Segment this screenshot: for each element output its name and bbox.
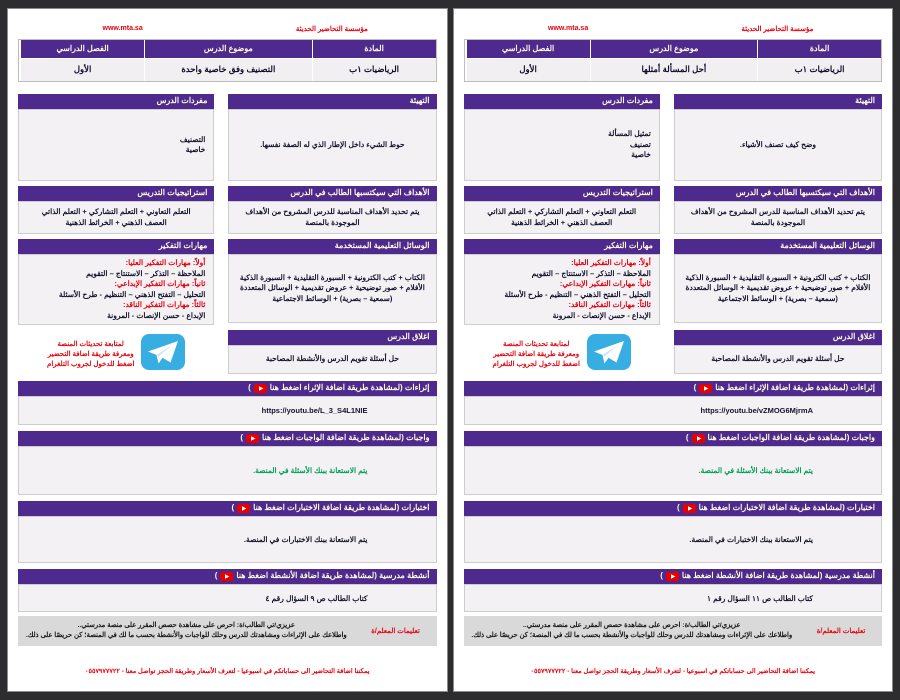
telegram-text[interactable] <box>47 340 134 370</box>
activity-text: كتاب الطالب ص ١١ السؤال رقم ١ <box>707 593 813 603</box>
subject-header: المادة <box>313 40 436 58</box>
homework-banner[interactable] <box>18 431 437 446</box>
tests-content <box>464 516 883 563</box>
homework-content <box>464 446 883 495</box>
subject-header: المادة <box>758 40 881 58</box>
section-closing <box>228 330 436 375</box>
section-vocabulary <box>18 94 214 181</box>
warmup-title: التهيئة <box>674 94 882 109</box>
contact-footer: يمكننا اضافة التحاضير الى حساباتكم في اسبوعيا - لتعرف الأسعار وطريقة الحجز تواصل معنا - ٠٥٥٧٩٧٧٧٢٢ <box>530 668 816 675</box>
page-header <box>18 25 437 33</box>
activities-content <box>464 584 883 612</box>
vocabulary-list <box>464 109 660 181</box>
semester-value: الأول <box>467 59 590 81</box>
activities-section <box>464 569 883 612</box>
tests-banner[interactable] <box>18 501 437 516</box>
teacher-instructions <box>464 616 883 646</box>
semester-value: الأول <box>21 59 144 81</box>
strategies-line: التعلم التعاوني + التعلم التشاركي + التعلم الذاتي <box>487 207 637 216</box>
strategies-line: العصف الذهني + الخرائط الذهنية <box>511 217 613 227</box>
warmup-title: التهيئة <box>228 94 436 109</box>
aids-line: (سمعية – بصرية) + الوسائط الاجتماعية <box>717 293 838 303</box>
activities-content <box>18 584 437 612</box>
subject-value: الرياضيات ١ب <box>758 59 881 81</box>
telegram-line: ومعرفة طريقة اضافة التحضير <box>493 350 580 358</box>
banner-label: اختبارات (لمشاهدة طريقة اضافة الاختبارات اضغط هنا <box>253 503 430 512</box>
site-url-link[interactable]: www.mta.sa <box>548 25 589 32</box>
banner-paren: ) <box>693 383 697 392</box>
enrichment-section <box>18 381 437 425</box>
telegram-icon[interactable] <box>587 334 631 375</box>
subject-value: الرياضيات ١ب <box>313 59 436 81</box>
closing-text: حل أسئلة تقويم الدرس والأنشطة المصاحبة <box>228 345 436 374</box>
strategies-text <box>464 201 660 234</box>
activities-section <box>18 569 437 612</box>
banner-label: إثراءات (لمشاهدة طريقة اضافة الإثراء اضغط هنا <box>715 383 875 392</box>
enrichment-content <box>18 396 437 425</box>
activities-banner[interactable] <box>464 569 883 584</box>
topic-value: التصنيف وفق خاصية واحدة <box>145 59 312 81</box>
objectives-title: الأهداف التي سيكتسبها الطالب في الدرس <box>674 186 882 201</box>
banner-label: واجبات (لمشاهدة طريقة اضافة الواجبات اضغط هنا <box>707 433 875 442</box>
aids-line: الكتاب + كتب الكترونية + السبورة التقليدية + السبورة الذكية <box>239 272 425 282</box>
thinking-line: التحليل – التفتح الذهني – التنظيم - طرح الأسئلة <box>504 289 651 299</box>
aids-line: (سمعية – بصرية) + الوسائط الاجتماعية <box>272 293 393 303</box>
strategies-title: استراتيجيات التدريس <box>18 186 214 201</box>
thinking-line: ثانياً: مهارات التفكير الإبداعي: <box>559 279 651 288</box>
instructions-line: عزيزي/تي الطالب/ة: احرص على مشاهدة حصص المقرر على منصة مدرستي.. <box>523 622 741 629</box>
youtube-play-icon[interactable] <box>220 572 233 581</box>
banner-paren: ) <box>660 571 663 580</box>
telegram-line: اضغط للدخول لجروب التلغرام <box>46 360 135 368</box>
vocabulary-list <box>18 109 214 181</box>
instructions-line: واطلاعك على الإثراءات ومشاهدتك للدرس وحلك للواجبات والأنشطة بحسب ما لك في المنصة؛ كن حريصًا على ذلك. <box>25 632 347 639</box>
strategies-title: استراتيجيات التدريس <box>464 186 660 201</box>
youtube-play-icon[interactable] <box>254 384 267 393</box>
section-warmup <box>228 94 436 181</box>
strategies-text <box>18 201 214 234</box>
telegram-block <box>464 330 660 375</box>
banner-label: واجبات (لمشاهدة طريقة اضافة الواجبات اضغط هنا <box>262 433 430 442</box>
aids-title: الوسائل التعليمية المستخدمة <box>228 239 436 254</box>
section-objectives <box>228 186 436 234</box>
vocab-item: التصنيف <box>179 134 206 144</box>
tests-note: يتم الاستعانة ببنك الاختبارات في المنصة. <box>689 535 813 544</box>
topic-header: موضوع الدرس <box>591 40 758 58</box>
page-header <box>464 25 883 33</box>
section-thinking <box>464 239 660 325</box>
banner-paren: ) <box>231 503 235 512</box>
banner-label: أنشطة مدرسية (لمشاهدة طريقة اضافة الأنشطة اضغط هنا <box>236 571 430 580</box>
contact-footer: يمكننا اضافة التحاضير الى حساباتكم في اسبوعيا - لتعرف الأسعار وطريقة الحجز تواصل معنا - ٠٥٥٧٩٧٧٧٢٢ <box>84 668 370 675</box>
aids-title: الوسائل التعليمية المستخدمة <box>674 239 882 254</box>
closing-title: اغلاق الدرس <box>674 330 882 345</box>
enrichment-banner[interactable] <box>18 381 437 396</box>
telegram-line: ومعرفة طريقة اضافة التحضير <box>47 350 134 358</box>
instructions-label: تعليمات المعلم/ة <box>371 628 420 635</box>
tests-banner[interactable] <box>464 501 883 516</box>
sections-grid <box>18 94 437 375</box>
thinking-line: الإبداع - حسن الإنصات - المرونة <box>552 310 651 320</box>
thinking-line: ثالثاً: مهارات التفكير الناقد: <box>568 300 651 309</box>
vocabulary-title: مفردات الدرس <box>464 94 660 109</box>
youtube-play-icon[interactable] <box>246 434 259 443</box>
section-aids <box>674 239 882 325</box>
topic-value: أحل المسألة أمثلها <box>591 59 758 81</box>
telegram-line: لمتابعة تحديثات المنصة <box>57 340 124 348</box>
objectives-title: الأهداف التي سيكتسبها الطالب في الدرس <box>228 186 436 201</box>
youtube-play-icon[interactable] <box>683 504 696 513</box>
thinking-line: الإبداع - حسن الإنصات - المرونة <box>107 310 206 320</box>
org-title: مؤسسة التحاضير الحديثة <box>295 26 368 33</box>
thinking-line: ثالثاً: مهارات التفكير الناقد: <box>122 300 206 309</box>
instructions-line: عزيزي/تي الطالب/ة: احرص على مشاهدة حصص المقرر على منصة مدرستي.. <box>77 622 295 629</box>
activity-text: كتاب الطالب ص ٩ السؤال رقم ٤ <box>265 593 368 603</box>
section-strategies <box>464 186 660 234</box>
section-vocabulary <box>464 94 660 181</box>
semester-header: الفصل الدراسي <box>21 40 144 58</box>
vocabulary-title: مفردات الدرس <box>18 94 214 109</box>
telegram-line: اضغط للدخول لجروب التلغرام <box>492 360 580 368</box>
topic-header: موضوع الدرس <box>145 40 312 58</box>
org-title: مؤسسة التحاضير الحديثة <box>741 26 814 33</box>
objectives-text: يتم تحديد الأهداف المناسبة للدرس المشروح من الأهداف الموجودة بالمنصة <box>228 201 436 234</box>
homework-content <box>18 446 437 495</box>
strategies-line: التعلم التعاوني + التعلم التشاركي + التعلم الذاتي <box>41 207 191 216</box>
vocab-item: تصنيف <box>629 139 651 149</box>
youtube-play-icon[interactable] <box>237 504 250 513</box>
lesson-page-2 <box>453 8 894 692</box>
banner-paren: ) <box>248 383 251 392</box>
objectives-text: يتم تحديد الأهداف المناسبة للدرس المشروح من الأهداف الموجودة بالمنصة <box>674 201 882 234</box>
youtube-play-icon[interactable] <box>666 572 679 581</box>
banner-paren: ) <box>214 571 218 580</box>
telegram-text[interactable] <box>492 340 579 370</box>
lesson-info-table <box>464 39 883 82</box>
thinking-line: الملاحظة – التذكر – الاستنتاج – التقويم <box>531 268 651 278</box>
semester-header: الفصل الدراسي <box>467 40 590 58</box>
thinking-line: ثانياً: مهارات التفكير الإبداعي: <box>114 279 206 288</box>
site-url-link[interactable]: www.mta.sa <box>102 25 143 32</box>
section-thinking <box>18 239 214 325</box>
instructions-text <box>464 616 801 646</box>
teacher-instructions <box>18 616 437 646</box>
homework-banner[interactable] <box>464 431 883 446</box>
vocab-item: خاصية <box>185 145 206 154</box>
aids-line: الأفلام + صور توضيحية + عروض تقديمية + الوسائل المتعددة <box>240 283 425 293</box>
thinking-line: الملاحظة – التذكر – الاستنتاج – التقويم <box>86 268 206 278</box>
homework-section <box>18 431 437 495</box>
warmup-text: وضح كيف تصنف الأشياء. <box>674 109 882 181</box>
banner-paren: ) <box>685 433 689 442</box>
thinking-line: أولاً: مهارات التفكير العليا: <box>571 258 651 267</box>
thinking-list <box>18 254 214 325</box>
enrichment-banner[interactable] <box>464 381 883 396</box>
banner-paren: ) <box>676 503 680 512</box>
vocab-item: تمثيل المسألة <box>608 129 651 139</box>
thinking-line: أولاً: مهارات التفكير العليا: <box>125 258 206 267</box>
enrichment-link[interactable]: https://youtu.be/vZMOG6MjrmA <box>700 406 813 415</box>
thinking-title: مهارات التفكير <box>18 239 214 254</box>
telegram-icon[interactable] <box>141 334 185 375</box>
aids-line: الكتاب + كتب الكترونية + السبورة التقليدية + السبورة الذكية <box>685 272 871 282</box>
enrichment-section <box>464 381 883 425</box>
section-closing <box>674 330 882 375</box>
banner-label: إثراءات (لمشاهدة طريقة اضافة الإثراء اضغط هنا <box>269 383 430 392</box>
activities-banner[interactable] <box>18 569 437 584</box>
instructions-label: تعليمات المعلم/ة <box>816 628 866 635</box>
banner-label: اختبارات (لمشاهدة طريقة اضافة الاختبارات اضغط هنا <box>698 503 875 512</box>
aids-text <box>228 254 436 323</box>
instructions-text <box>18 616 355 646</box>
section-warmup <box>674 94 882 181</box>
aids-text <box>674 254 882 323</box>
youtube-play-icon[interactable] <box>692 434 705 443</box>
homework-note: يتم الاستعانة ببنك الأسئلة في المنصة. <box>698 466 813 475</box>
enrichment-link[interactable]: https://youtu.be/L_3_S4L1NIE <box>261 406 368 415</box>
banner-label: أنشطة مدرسية (لمشاهدة طريقة اضافة الأنشطة اضغط هنا <box>681 571 875 580</box>
tests-section <box>18 501 437 563</box>
youtube-play-icon[interactable] <box>699 384 712 393</box>
thinking-line: التحليل – التفتح الذهني – التنظيم - طرح الأسئلة <box>58 289 206 299</box>
lesson-page-1 <box>7 8 448 692</box>
section-objectives <box>674 186 882 234</box>
closing-title: اغلاق الدرس <box>228 330 436 345</box>
homework-note: يتم الاستعانة ببنك الأسئلة في المنصة. <box>253 466 368 475</box>
tests-content <box>18 516 437 563</box>
vocab-item: خاصية <box>631 150 651 160</box>
sections-grid <box>464 94 883 375</box>
closing-text: حل أسئلة تقويم الدرس والأنشطة المصاحبة <box>674 345 882 374</box>
strategies-line: العصف الذهني + الخرائط الذهنية <box>65 217 167 227</box>
telegram-line: لمتابعة تحديثات المنصة <box>503 340 570 348</box>
tests-section <box>464 501 883 563</box>
telegram-block <box>18 330 214 375</box>
instructions-line: واطلاعك على الإثراءات ومشاهدتك للدرس وحلك للواجبات والأنشطة بحسب ما لك في المنصة؛ كن حريصًا على ذلك. <box>471 632 793 639</box>
lesson-info-table <box>18 39 437 82</box>
section-aids <box>228 239 436 325</box>
enrichment-content <box>464 396 883 425</box>
banner-paren: ) <box>240 433 244 442</box>
tests-note: يتم الاستعانة ببنك الاختبارات في المنصة. <box>243 535 368 544</box>
section-strategies <box>18 186 214 234</box>
thinking-list <box>464 254 660 325</box>
warmup-text: حوط الشيء داخل الإطار الذي له الصفة نفسها. <box>228 109 436 181</box>
thinking-title: مهارات التفكير <box>464 239 660 254</box>
aids-line: الأفلام + صور توضيحية + عروض تقديمية + الوسائل المتعددة <box>685 283 871 293</box>
homework-section <box>464 431 883 495</box>
